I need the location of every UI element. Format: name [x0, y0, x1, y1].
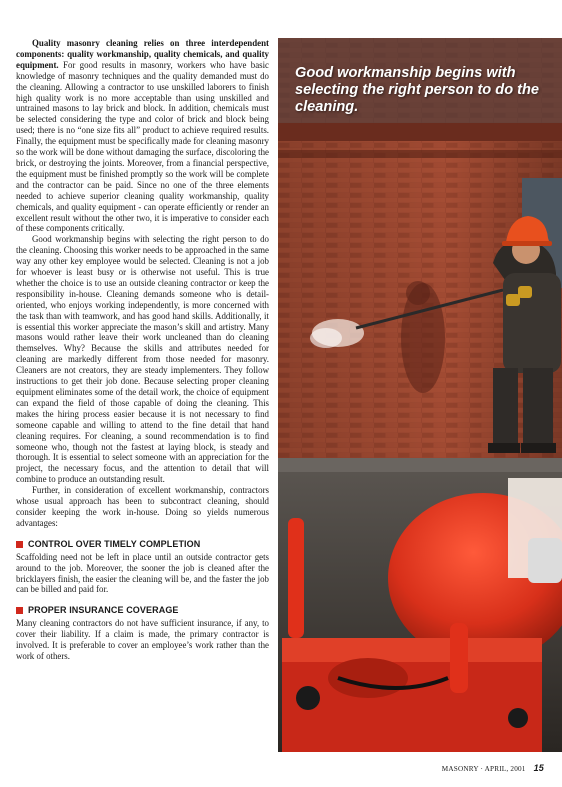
cleaning-photo	[278, 38, 562, 752]
publication-name: MASONRY · APRIL, 2001	[441, 765, 526, 773]
section-body-insurance: Many cleaning contractors do not have sufficient insurance, if any, to cover their liability. If a claim is made, the primary contractor is involved. It is preferable to cover an employee’s work rather than the work of others.	[16, 618, 269, 661]
article-column	[16, 38, 269, 662]
article-paragraph-1	[16, 38, 269, 234]
photo-illustration	[278, 38, 562, 752]
section-heading-insurance	[16, 605, 269, 616]
section-heading-text: PROPER INSURANCE COVERAGE	[28, 605, 179, 616]
section-body-timely-completion: Scaffolding need not be left in place until an outside contractor gets around to the job. Moreover, the sooner the job is cleaned after the bricklayers finish, the easier the cleaning will be, and the faster the job can be billed and paid for.	[16, 551, 269, 595]
page-footer	[442, 763, 544, 773]
lead-sentence: Quality masonry cleaning relies on three interdependent components: quality workmanship, quality chemicals, and quality equipment.	[16, 38, 269, 70]
paragraph-1-body: For good results in masonry, workers who have basic knowledge of masonry techniques and the quality demanded must do the cleaning. Allowing a contractor to use unskilled laborers to finish high quality work is no more acceptable than using unskilled and untrained masons to lay brick and block. In addition, chemicals must be selected considering the type and color of brick and block being used; there is no “one size fits all” product to achieve required results. Finally, the equipment must be specifically made for cleaning masonry so the work will be done without damaging the surface, discoloring the brick, or destroying the joints. Moreover, from a financial perspective, the equipment must be finished promptly so the work will be complete and the contractor can be paid. Since no one of the three elements needed to achieve superior cleaning quality workmanship, quality chemicals, and quality equipment - can operate efficiently or render an excellent result without the other two, it is imperative to consider each of these components critically.	[16, 59, 269, 234]
photo-caption: Good workmanship begins with selecting the right person to do the cleaning.	[295, 65, 540, 115]
article-paragraph-3: Further, in consideration of excellent workmanship, contractors whose usual approach has been to subcontract cleaning, should consider keeping the work in-house. Doing so yields numerous advantages:	[16, 485, 269, 528]
page-number: 15	[533, 763, 544, 773]
article-paragraph-2: Good workmanship begins with selecting the right person to do the cleaning. Choosing this worker needs to be approached in the same way any other key employee would be selected. Cleaning is not a job for whoever is least busy or is otherwise not useful. This is true whether the choice is to use an outside cleaning contractor or keep the responsibility in-house. Cleaning demands someone who is detail-oriented, who enjoys working independently, is more concerned with the task than with teamwork, and has good hand skills. Additionally, it is essential this worker appreciate the mason’s skill and artistry. Many masons would rather leave their work uncleaned than do cleaning themselves. Why? Because the skills and attributes needed for cleaning are markedly different from those needed for masonry. Cleaners are not creators, they are steady implementers. They follow instructions to get their job done. Because selecting proper cleaning equipment eliminates some of the detail work, the choice of equipment can expand the field of those capable of doing the cleaning. This makes the hiring process easier because it is not necessary to find someone capable and willing to attend to the fine detail that hand cleaning requires. For cleaning, a sound recommendation is to find someone who, though not the fastest at laying block, is steady and thorough. It is essential to select someone with an appreciation for the project, the necessary focus, and the attention to detail that will combine to produce an outstanding result.	[16, 234, 269, 485]
red-square-bullet-icon	[16, 541, 23, 548]
red-square-bullet-icon	[16, 607, 23, 614]
section-heading-text: CONTROL OVER TIMELY COMPLETION	[28, 538, 201, 549]
section-heading-timely-completion	[16, 539, 269, 550]
